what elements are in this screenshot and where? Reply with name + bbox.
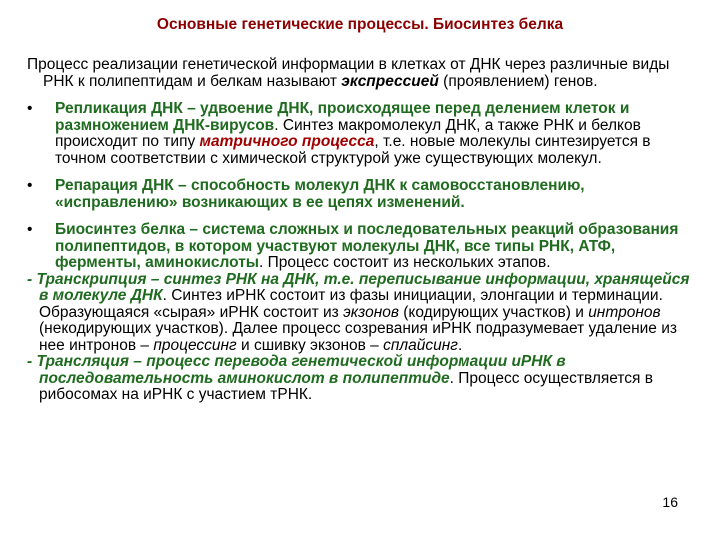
term-transcription: - Транскрипция – синтез РНК на ДНК, т.е. переписывание информации, хранящейся в молекуле ДНК	[27, 270, 690, 304]
transcription-text: . Синтез иРНК состоит из фазы инициации, элонгации и терминации. Образующаяся «сырая» иРНК состоит из	[39, 287, 663, 321]
bullet-icon: •	[27, 100, 33, 117]
bullet-biosynthesis	[27, 222, 695, 272]
replication-text-end: , т.е. новые молекулы синтезируется в точном соответствии с химической структурой уже существующих молекул.	[55, 133, 651, 167]
term-exons: экзонов	[343, 303, 399, 321]
translation-text: . Процесс осуществляется в рибосомах на иРНК с участием тРНК.	[39, 369, 653, 403]
bullet-replication	[27, 101, 695, 167]
term-replication: Репликация ДНК – удвоение ДНК, происходящее перед делением клеток и размножением ДНК-вирусов	[55, 100, 630, 134]
transcription-text-end: .	[457, 336, 463, 354]
replication-text: . Синтез макромолекул ДНК, а также РНК и белков происходит по типу	[55, 116, 641, 150]
term-biosynthesis: Биосинтез белка – система сложных и последовательных реакций образования полипептидов, в котором участвуют молекулы ДНК, все типы РНК, АТФ, ферменты, аминокислоты	[55, 221, 679, 271]
page-number: 16	[662, 494, 678, 510]
transcription-text-2: (кодирующих участков) и	[398, 303, 589, 321]
term-expression: экспрессией	[341, 72, 439, 90]
intro-text-end: (проявлением) генов.	[438, 72, 598, 90]
slide-body	[27, 57, 695, 404]
term-translation: - Трансляция – процесс перевода генетической информации иРНК в последовательность аминокислот в полипептиде	[27, 353, 566, 387]
intro-text: Процесс реализации генетической информации в клетках от ДНК через различные виды РНК к полипептидам и белкам называют	[27, 56, 670, 90]
term-repair: Репарация ДНК – способность молекул ДНК к самовосстановлению, «исправлению» возникающих в ее цепях изменений.	[55, 177, 585, 211]
transcription-text-4: и сшивку экзонов –	[236, 336, 384, 354]
intro-paragraph	[27, 57, 695, 90]
transcription-paragraph	[27, 272, 695, 355]
biosynthesis-text: . Процесс состоит из нескольких этапов.	[259, 254, 551, 271]
term-introns: интронов	[588, 303, 661, 321]
bullet-icon: •	[27, 221, 33, 238]
transcription-text-3: (некодирующих участков). Далее процесс созревания иРНК подразумевает удаление из нее интронов –	[39, 320, 677, 354]
translation-paragraph	[27, 354, 695, 404]
term-splicing: сплайсинг	[383, 336, 458, 354]
term-matrix-process: матричного процесса	[199, 133, 375, 150]
term-processing: процессинг	[153, 336, 237, 354]
bullet-icon: •	[27, 177, 33, 194]
bullet-repair	[27, 178, 695, 211]
slide-title: Основные генетические процессы. Биосинтез белка	[156, 16, 564, 33]
